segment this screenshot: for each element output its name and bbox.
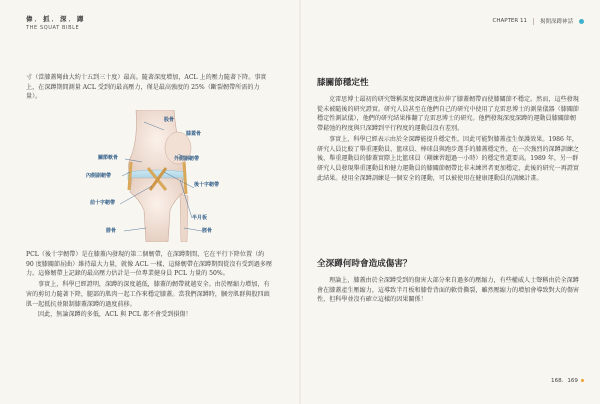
label-fibula: 腓骨 (106, 228, 117, 234)
label-patella: 膝蓋骨 (186, 131, 202, 137)
knee-anatomy-figure (82, 110, 232, 242)
label-posterior-cruciate-ligament: 後十字韌帶 (194, 182, 220, 188)
left-body-text (26, 250, 273, 321)
label-tibia: 脛骨 (202, 228, 213, 234)
header-divider (533, 18, 534, 25)
label-articular-cartilage: 關節軟骨 (98, 155, 119, 161)
page-numbers (551, 376, 584, 384)
book-title: 偉．抓．深．蹲 (26, 15, 86, 23)
left-paragraph-conclusion: 因此，無論深蹲的多低，ACL 與 PCL 都不會受到損傷！ (38, 311, 192, 319)
label-femur: 股骨 (164, 117, 175, 123)
stability-paragraph-1: 克雷思博士最初的研究聲稱深度深蹲過度拉伸了膝蓋韌帶而使膝關節不穩定。然而，這些發現從未被隨後的研究證實。研究人員甚至在他們自己的研究中使用了克雷思博士的測量儀器（膝關節穩定性測試儀），他們的研究結果推翻了克雷思博士的研究。他們發現深度深蹲的運動員膝關節韌帶鬆弛的程度與只深蹲到平行程度的運動員沒有差別。 (317, 96, 580, 133)
page-number-text: 168．169 (551, 378, 578, 384)
left-paragraph-science: 事實上，科學已經證明，深蹲的深度越低，膝蓋的韌帶就越安全。由於壓縮力增加，有害的剪切力隨著下降，腿部的肌肉一起工作來穩定膝蓋。當我們深蹲時，膕旁肌群與股四頭肌一起抵抗並限制膝蓋深蹲的過度前移。 (26, 281, 270, 308)
left-paragraph-pcl: PCL（後十字韌帶）是在膝蓋內發現的第二個韌帶，在深蹲期間，它在平行下降位置（約 90 度膝關節屈曲）維持最大力量，就像 ACL 一樣，這條韌帶在深蹲期間從沒有受到過多壓力。這條韌帶上記錄的最高壓力估計是一位專業健身員 PCL 力量的 50%。 (26, 251, 273, 278)
left-top-paragraph: 寸（當膝蓋彎曲大約十五到三十度）最高。隨著深度增加，ACL 上的壓力隨著下降。事實上，在深蹲期間測量 ACL 受到的最高壓力，僅是最高強度的 25%（斷裂韌帶所需的力量）。 (26, 74, 267, 101)
section-title-stability: 膝關節穩定性 (317, 78, 369, 88)
folio-dot-icon (581, 379, 584, 382)
section-title-injury: 全深蹲何時會造成傷害？ (317, 259, 412, 269)
stability-paragraph-2: 事實上，科學已經表示由於全深蹲能提升穩定性，因此可能對膝蓋產生保護效果。1986 年，研究人員比較了舉重運動員、籃球員、棒球員與跑步選手的膝蓋穩定性，在一次強烈的深蹲訓練之後，舉重運動員的膝蓋實際上比籃球員（剛練習超過一小時）的穩定性還要高。1989 年，另一群研究人員發現舉重運動員和健力運動員的膝關節韌帶比非未練習者更加穩定，此後的研究一再證實此結果。使用全深蹲訓練是一個安全的運動，可以被使用在健康運動員的訓練計畫。 (317, 135, 580, 182)
section-stability-body (317, 95, 580, 184)
chapter-dot-icon (579, 19, 584, 24)
label-medial-collateral-ligament: 內側副韌帶 (86, 173, 112, 179)
label-lateral-collateral-ligament: 外側副韌帶 (174, 156, 200, 162)
book-subtitle: THE SQUAT BIBLE (26, 25, 80, 31)
chapter-title: 揭開深蹲神話 (539, 19, 573, 25)
left-page (0, 0, 299, 404)
label-meniscus: 半月板 (192, 215, 208, 221)
label-anterior-cruciate-ligament: 前十字韌帶 (90, 200, 116, 206)
right-page (301, 0, 600, 404)
injury-paragraph-1: 理論上，膝蓋由於全深蹲受到的傷害大部分來自過多的壓縮力，有些權威人士聲稱由於全深蹲會在膝蓋產生壓縮力，這導致半月板和膝骨背面的軟骨撕裂，雖然壓縮力的增加會導致對大的傷害性，但科學並沒有確立這樣的因果關係！ (317, 277, 580, 304)
running-head-left (26, 14, 86, 31)
section-injury-body (317, 276, 580, 306)
chapter-number: CHAPTER 11 (492, 18, 527, 24)
running-head-right (493, 17, 584, 25)
